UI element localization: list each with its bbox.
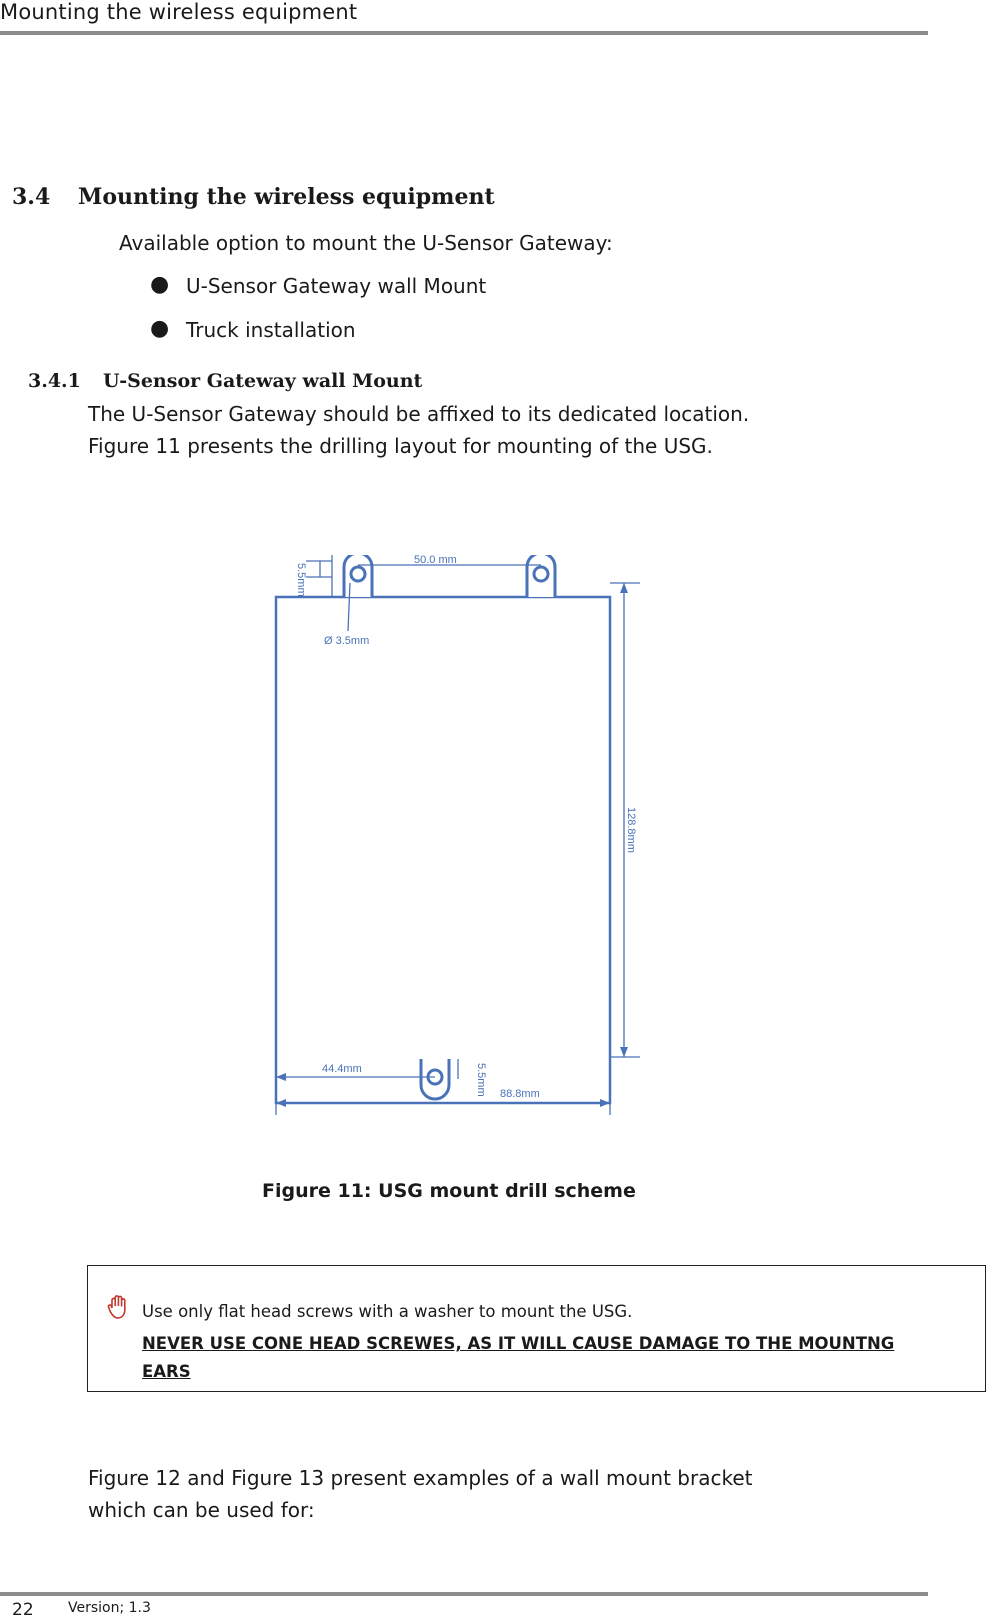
paragraph: The U-Sensor Gateway should be affixed to its dedicated location. [88,402,750,426]
hand-stop-icon [106,1294,132,1320]
figure-caption: Figure 11: USG mount drill scheme [262,1180,636,1202]
warning-text: Use only flat head screws with a washer to mount the USG. [142,1302,633,1321]
label-height: 128.8mm [625,807,637,853]
bullet-dot-icon: ● [150,272,170,297]
version-label: Version; 1.3 [68,1600,151,1616]
subsection-title: U-Sensor Gateway wall Mount [103,370,423,392]
label-top-spacing: 50.0 mm [414,555,457,566]
footer-rule [0,1592,928,1596]
paragraph: Figure 12 and Figure 13 present examples of a wall mount bracket [88,1466,753,1490]
label-bottom-offset: 44.4mm [322,1063,362,1075]
label-width: 88.8mm [500,1088,540,1100]
paragraph: which can be used for: [88,1498,315,1522]
page-number: 22 [12,1600,34,1620]
section-title: Mounting the wireless equipment [78,184,495,210]
section-number: 3.4 [12,184,51,210]
mount-hole-left [351,567,365,581]
running-header: Mounting the wireless equipment [0,0,358,24]
warning-emphasis: NEVER USE CONE HEAD SCREWES, AS IT WILL CAUSE DAMAGE TO THE MOUNTNG EARS [142,1334,895,1381]
subsection-number: 3.4.1 [28,370,81,392]
paragraph: Figure 11 presents the drilling layout for mounting of the USG. [88,434,713,458]
label-hole-offset-top: 5.5mm [295,563,307,597]
label-hole-diameter: Ø 3.5mm [324,635,370,647]
bottom-mount-ear [421,1059,449,1099]
warning-box [87,1265,986,1392]
drill-scheme-diagram [260,555,670,1155]
bullet-text: U-Sensor Gateway wall Mount [186,274,487,298]
device-outline [276,597,610,1103]
bullet-dot-icon: ● [150,316,170,341]
header-rule [0,31,928,35]
label-hole-offset-bottom: 5.5mm [475,1063,487,1097]
mount-hole-right [534,567,548,581]
bullet-text: Truck installation [186,318,356,342]
section-intro: Available option to mount the U-Sensor Gateway: [119,231,613,255]
